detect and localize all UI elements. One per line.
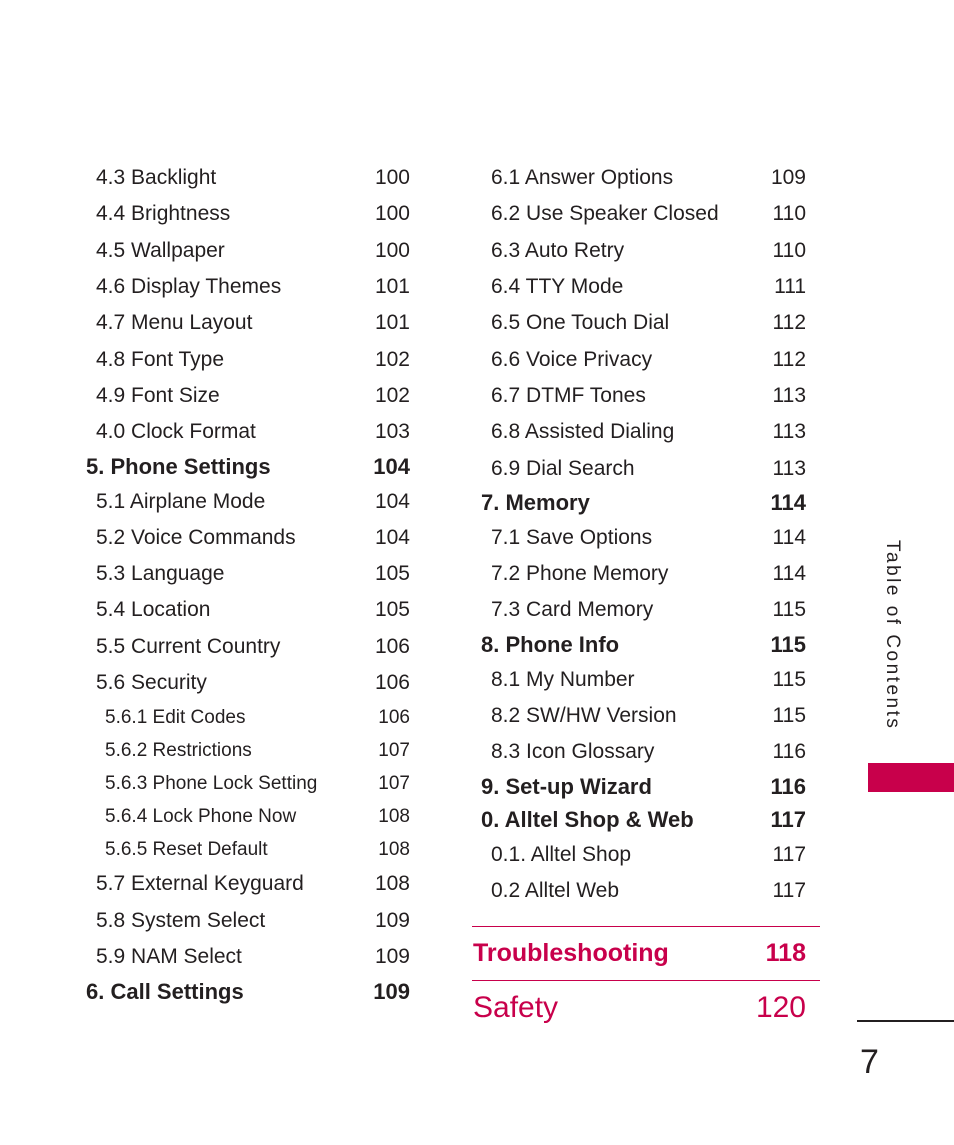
toc-entry-label: 5.6.1 Edit Codes	[105, 706, 246, 728]
toc-entry[interactable]	[481, 873, 806, 909]
toc-subentry[interactable]	[86, 800, 410, 833]
page-number: 7	[860, 1043, 879, 1081]
toc-entry-label: 8.2 SW/HW Version	[491, 704, 677, 727]
toc-entry-page: 114	[772, 525, 806, 549]
toc-entry[interactable]	[86, 160, 410, 196]
toc-entry[interactable]	[481, 520, 806, 556]
toc-entry[interactable]	[481, 698, 806, 734]
toc-entry-label: 5. Phone Settings	[86, 453, 271, 479]
toc-subentry[interactable]	[86, 833, 410, 866]
toc-entry-page: 114	[772, 562, 806, 586]
toc-entry-page: 104	[374, 489, 410, 513]
toc-section-page: 120	[755, 990, 806, 1024]
toc-entry-label: 7.3 Card Memory	[491, 598, 654, 622]
toc-entry[interactable]	[86, 665, 410, 701]
toc-entry-page: 113	[772, 383, 806, 407]
toc-entry-label: 6.9 Dial Search	[491, 456, 635, 480]
toc-entry-label: 0.1. Alltel Shop	[491, 842, 632, 866]
toc-entry-page: 115	[772, 667, 806, 691]
toc-section-label: Troubleshooting	[473, 939, 669, 967]
toc-entry-page: 108	[378, 838, 410, 860]
toc-entry-page: 103	[374, 420, 410, 444]
toc-entry-page: 109	[374, 944, 410, 968]
toc-entry-label: 5.6.4 Lock Phone Now	[105, 805, 297, 827]
toc-entry-page: 102	[374, 383, 410, 407]
toc-entry[interactable]	[86, 305, 410, 341]
toc-entry[interactable]	[86, 520, 410, 556]
toc-section-label: Safety	[473, 990, 559, 1024]
toc-entry[interactable]	[481, 836, 806, 872]
toc-entry[interactable]	[481, 556, 806, 592]
toc-entry-page: 105	[374, 562, 410, 586]
toc-entry-page: 114	[770, 490, 806, 516]
toc-entry[interactable]	[86, 414, 410, 450]
toc-entry-label: 6. Call Settings	[86, 978, 244, 1004]
toc-entry-label: 6.2 Use Speaker Closed	[491, 202, 719, 226]
toc-entry-page: 106	[378, 706, 410, 728]
toc-entry-label: 6.3 Auto Retry	[491, 238, 625, 262]
toc-entry-page: 112	[772, 311, 806, 335]
toc-entry[interactable]	[86, 378, 410, 414]
toc-section-page: 118	[765, 939, 806, 967]
toc-entry[interactable]	[481, 233, 806, 269]
toc-entry-page: 107	[378, 772, 410, 794]
toc-entry[interactable]	[481, 196, 806, 232]
toc-entry-page: 109	[374, 908, 410, 932]
toc-entry-page: 106	[374, 634, 410, 658]
toc-subentry[interactable]	[86, 701, 410, 734]
toc-entry-page: 110	[772, 202, 806, 226]
toc-entry-label: 4.5 Wallpaper	[96, 238, 225, 262]
toc-entry[interactable]	[86, 556, 410, 592]
toc-entry-page: 113	[772, 456, 806, 480]
toc-entry[interactable]	[481, 450, 806, 486]
toc-entry-label: 4.3 Backlight	[96, 166, 217, 190]
toc-entry-page: 109	[373, 978, 410, 1004]
side-tab-label: Table of Contents	[882, 540, 903, 731]
toc-entry-page: 100	[374, 166, 410, 190]
toc-entry[interactable]	[86, 269, 410, 305]
toc-entry-page: 117	[772, 842, 806, 866]
toc-sections	[472, 926, 820, 1026]
toc-entry[interactable]	[481, 734, 806, 770]
toc-entry-label: 5.6.5 Reset Default	[105, 838, 268, 860]
toc-entry-label: 5.6.2 Restrictions	[105, 739, 252, 761]
side-tab-marker	[868, 763, 954, 792]
toc-entry-label: 5.6.3 Phone Lock Setting	[105, 772, 318, 794]
toc-entry-label: 5.4 Location	[96, 598, 211, 622]
toc-entry-page: 117	[772, 878, 806, 902]
page-number-rule	[857, 1020, 954, 1022]
toc-chapter[interactable]	[481, 487, 806, 520]
toc-entry[interactable]	[86, 592, 410, 628]
toc-entry-label: 5.6 Security	[96, 671, 207, 694]
toc-entry-label: 4.7 Menu Layout	[96, 311, 253, 335]
toc-entry[interactable]	[481, 662, 806, 698]
toc-entry[interactable]	[86, 483, 410, 519]
toc-entry-label: 9. Set-up Wizard	[481, 773, 652, 799]
toc-entry-page: 116	[770, 773, 806, 799]
toc-entry-label: 8.1 My Number	[491, 667, 635, 691]
toc-entry-page: 104	[374, 525, 410, 549]
toc-entry[interactable]	[86, 196, 410, 232]
toc-entry-page: 100	[374, 202, 410, 226]
toc-entry-page: 102	[374, 347, 410, 371]
toc-entry-label: 4.6 Display Themes	[96, 275, 282, 299]
toc-entry-label: 5.5 Current Country	[96, 634, 281, 658]
toc-entry-label: 0.2 Alltel Web	[491, 878, 620, 902]
toc-chapter[interactable]	[86, 450, 410, 483]
toc-right-column	[481, 160, 806, 909]
toc-entry[interactable]	[86, 629, 410, 665]
toc-entry-page: 108	[374, 872, 410, 896]
toc-entry-label: 7.2 Phone Memory	[491, 562, 669, 586]
toc-entry[interactable]	[86, 902, 410, 938]
toc-entry-page: 109	[770, 166, 806, 190]
toc-chapter[interactable]	[481, 629, 806, 662]
toc-entry-page: 113	[772, 420, 806, 444]
toc-entry-page: 108	[378, 805, 410, 827]
toc-chapter[interactable]	[481, 770, 806, 803]
toc-entry-label: 5.2 Voice Commands	[96, 525, 296, 549]
toc-entry[interactable]	[481, 160, 806, 196]
toc-entry[interactable]	[481, 414, 806, 450]
toc-entry-label: 8.3 Icon Glossary	[491, 740, 655, 764]
toc-entry-label: 6.6 Voice Privacy	[491, 347, 653, 371]
toc-entry[interactable]	[86, 866, 410, 902]
toc-entry-page: 115	[772, 598, 806, 622]
toc-subentry[interactable]	[86, 767, 410, 800]
toc-entry-label: 6.4 TTY Mode	[491, 275, 624, 299]
toc-entry-page: 115	[770, 632, 806, 658]
toc-entry-page: 105	[374, 598, 410, 622]
toc-entry[interactable]	[481, 592, 806, 628]
toc-chapter[interactable]	[86, 975, 410, 1008]
toc-entry-page: 104	[373, 453, 410, 479]
toc-entry-page: 110	[772, 238, 806, 262]
toc-entry-label: 5.9 NAM Select	[96, 944, 242, 968]
toc-entry-label: 4.8 Font Type	[96, 347, 225, 371]
toc-left-column	[86, 160, 410, 1008]
toc-entry-page: 117	[770, 806, 806, 832]
toc-chapter[interactable]	[481, 803, 806, 836]
toc-entry-page: 112	[772, 347, 806, 371]
toc-section-safety[interactable]	[472, 980, 820, 1026]
toc-entry-label: 6.5 One Touch Dial	[491, 311, 670, 335]
toc-entry-label: 5.3 Language	[96, 562, 225, 586]
toc-entry[interactable]	[86, 233, 410, 269]
toc-entry-label: 6.8 Assisted Dialing	[491, 420, 675, 444]
toc-entry-label: 8. Phone Info	[481, 632, 620, 658]
toc-entry[interactable]	[86, 341, 410, 377]
toc-entry-page: 106	[374, 671, 410, 694]
toc-entry-label: 7.1 Save Options	[491, 525, 653, 549]
toc-subentry[interactable]	[86, 734, 410, 767]
toc-entry-label: 5.1 Airplane Mode	[96, 489, 266, 513]
toc-entry-label: 5.7 External Keyguard	[96, 872, 304, 896]
toc-entry-label: 7. Memory	[481, 490, 590, 516]
toc-entry-page: 101	[374, 275, 410, 299]
toc-entry-page: 100	[374, 238, 410, 262]
toc-entry-label: 6.1 Answer Options	[491, 166, 674, 190]
toc-entry-label: 4.0 Clock Format	[96, 420, 256, 444]
toc-entry-page: 101	[374, 311, 410, 335]
toc-entry-label: 4.4 Brightness	[96, 202, 231, 226]
toc-entry-page: 116	[772, 740, 806, 764]
toc-entry-label: 6.7 DTMF Tones	[491, 383, 646, 407]
toc-entry[interactable]	[481, 305, 806, 341]
toc-entry[interactable]	[481, 378, 806, 414]
toc-entry-page: 107	[378, 739, 410, 761]
toc-entry[interactable]	[481, 341, 806, 377]
toc-entry-page: 115	[772, 704, 806, 727]
toc-entry-label: 0. Alltel Shop & Web	[481, 806, 694, 832]
toc-section-troubleshooting[interactable]	[472, 926, 820, 980]
toc-entry-page: 111	[774, 275, 806, 299]
toc-entry[interactable]	[481, 269, 806, 305]
toc-entry[interactable]	[86, 939, 410, 975]
toc-entry-label: 4.9 Font Size	[96, 383, 220, 407]
toc-entry-label: 5.8 System Select	[96, 908, 266, 932]
